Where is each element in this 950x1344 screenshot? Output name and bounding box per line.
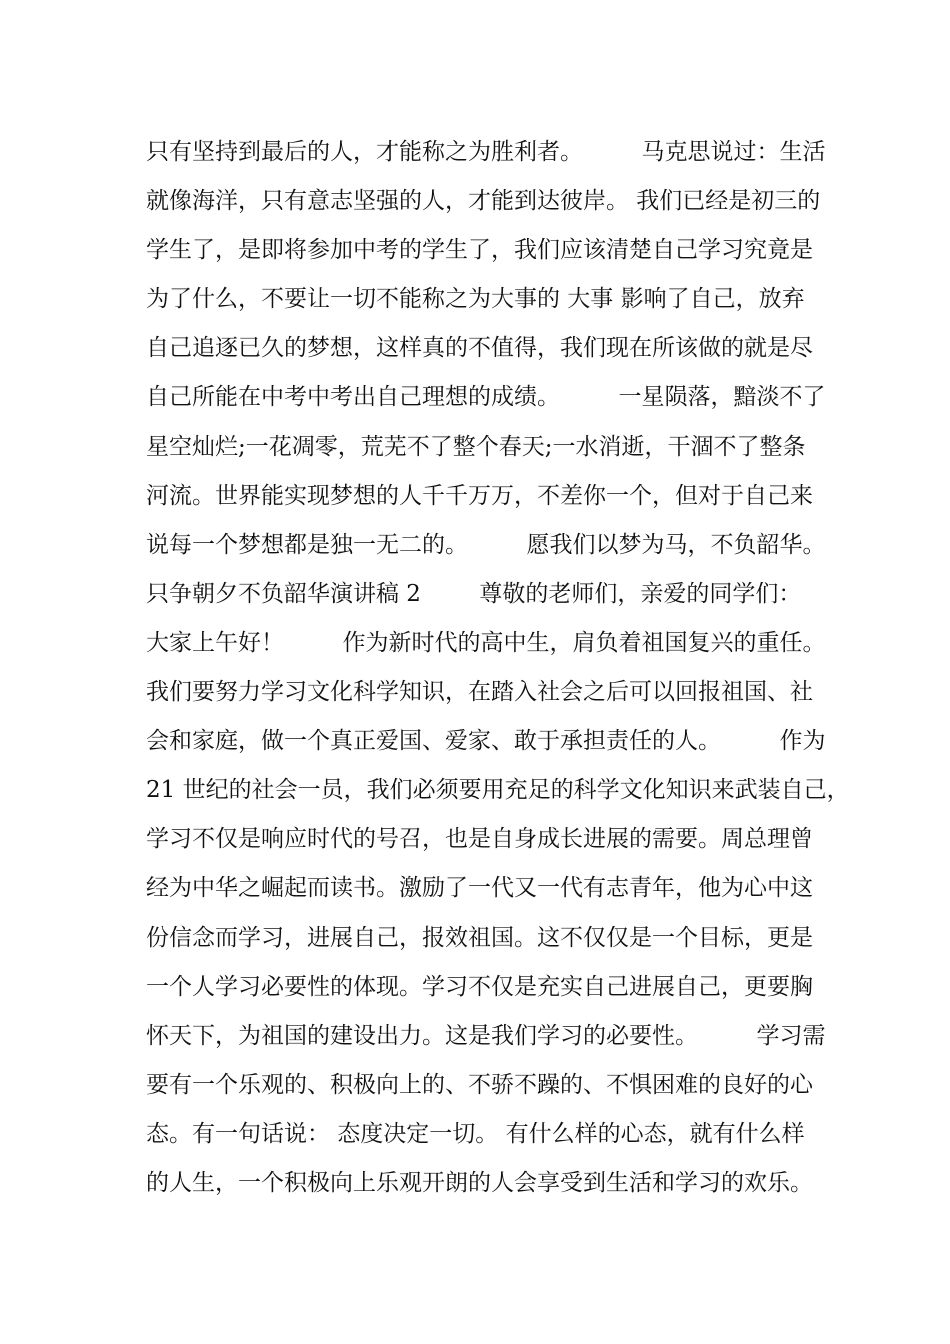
text-line: 一个人学习必要性的体现。学习不仅是充实自己进展自己，更要胸 [146,973,813,1000]
text-line: 要有一个乐观的、积极向上的、不骄不躁的、不惧困难的良好的心 [146,1071,813,1098]
text-line: 只有坚持到最后的人，才能称之为胜利者。 马克思说过：生活 [146,139,826,165]
text-line: 份信念而学习，进展自己，报效祖国。这不仅仅是一个目标，更是 [146,924,813,951]
text-line: 自己追逐已久的梦想，这样真的不值得，我们现在所该做的就是尽 [146,335,813,362]
document-body-text [146,128,850,1208]
text-line: 21 世纪的社会一员，我们必须要用充足的科学文化知识来武装自己， [146,777,850,804]
text-line: 态。有一句话说： 态度决定一切。 有什么样的心态，就有什么样 [146,1120,805,1147]
text-line: 为了什么，不要让一切不能称之为大事的 大事 影响了自己，放弃 [146,286,805,313]
text-line: 星空灿烂;一花凋零，荒芜不了整个春天;一水消逝，干涸不了整条 [146,433,806,460]
text-line: 学生了，是即将参加中考的学生了，我们应该清楚自己学习究竟是 [146,237,813,264]
text-line: 的人生，一个积极向上乐观开朗的人会享受到生活和学习的欢乐。 [146,1169,813,1196]
text-line: 自己所能在中考中考出自己理想的成绩。 一星陨落，黯淡不了 [146,384,826,411]
text-line: 就像海洋，只有意志坚强的人，才能到达彼岸。 我们已经是初三的 [146,188,821,215]
text-line: 只争朝夕不负韶华演讲稿 2 尊敬的老师们，亲爱的同学们： [146,580,802,607]
text-line: 大家上午好！ 作为新时代的高中生，肩负着祖国复兴的重任。 [146,629,826,656]
text-line: 怀天下，为祖国的建设出力。这是我们学习的必要性。 学习需 [146,1022,826,1049]
text-line: 学习不仅是响应时代的号召，也是自身成长进展的需要。周总理曾 [146,826,813,853]
text-line: 我们要努力学习文化科学知识，在踏入社会之后可以回报祖国、社 [146,679,813,706]
text-line: 河流。世界能实现梦想的人千千万万，不差你一个，但对于自己来 [146,482,813,509]
text-line: 经为中华之崛起而读书。激励了一代又一代有志青年，他为心中这 [146,875,813,902]
text-line: 说每一个梦想都是独一无二的。 愿我们以梦为马，不负韶华。 [146,531,826,558]
text-line: 会和家庭，做一个真正爱国、爱家、敢于承担责任的人。 作为 [146,728,826,755]
